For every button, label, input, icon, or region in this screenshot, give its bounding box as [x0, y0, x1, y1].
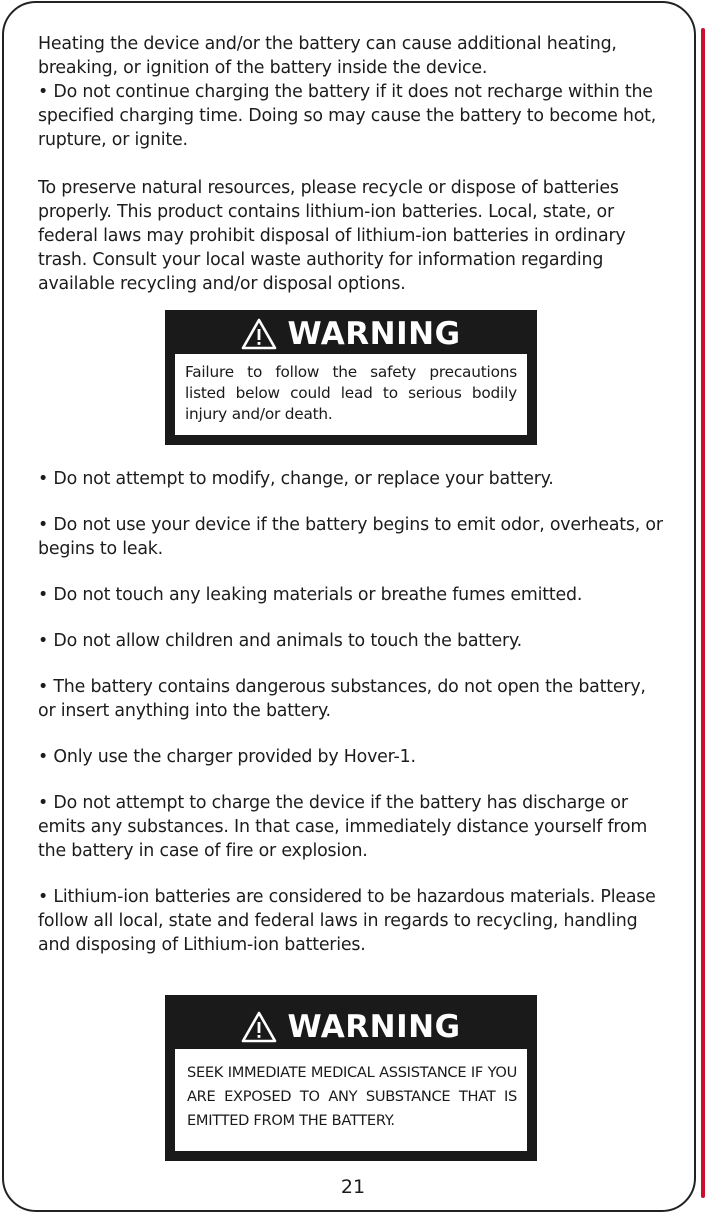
warning-box-2: [165, 995, 537, 1161]
bullet-leaking: • Do not touch any leaking materials or breathe fumes emitted.: [38, 585, 583, 605]
intro-paragraph-1: Heating the device and/or the battery can cause additional heating, breaking, or ignition of the battery inside the device.: [38, 34, 617, 78]
bullet-children: • Do not allow children and animals to touch the battery.: [38, 631, 522, 651]
bullet-hazardous: • Lithium-ion batteries are considered to be hazardous materials. Please follow all local, state and federal laws in regards to recycling, handling and disposing of Lithium-ion batteries.: [38, 887, 656, 955]
bullet-odor: • Do not use your device if the battery begins to emit odor, overheats, or begins to leak.: [38, 515, 663, 559]
warning-triangle-icon: [241, 1011, 277, 1043]
warning-title-1: WARNING: [287, 316, 461, 352]
warning-text-1: Failure to follow the safety precautions listed below could lead to serious bodily injury and/or death.: [175, 354, 527, 435]
bullet-modify: • Do not attempt to modify, change, or replace your battery.: [38, 469, 554, 489]
bullet-discharge: • Do not attempt to charge the device if the battery has discharge or emits any substances. In that case, immediately distance yourself from the battery in case of fire or explosion.: [38, 793, 648, 861]
intro-bullet-recharge: • Do not continue charging the battery if it does not recharge within the specified charging time. Doing so may cause the battery to become hot, rupture, or ignite.: [38, 82, 657, 150]
bullet-charger: • Only use the charger provided by Hover-1.: [38, 747, 416, 767]
warning-title-2: WARNING: [287, 1009, 461, 1045]
warning-triangle-icon: [241, 318, 277, 350]
warning-box-1: [165, 310, 537, 445]
page-number: 21: [340, 1176, 366, 1198]
bullet-dangerous: • The battery contains dangerous substances, do not open the battery, or insert anything into the battery.: [38, 677, 646, 721]
warning-heading-2: [175, 1005, 527, 1049]
warning-heading-1: [175, 314, 527, 354]
warning-text-2: SEEK IMMEDIATE MEDICAL ASSISTANCE IF YOU ARE EXPOSED TO ANY SUBSTANCE THAT IS EMITTED FROM THE BATTERY.: [175, 1049, 527, 1151]
intro-paragraph-recycling: To preserve natural resources, please recycle or dispose of batteries properly. This product contains lithium-ion batteries. Local, state, or federal laws may prohibit disposal of lithium-ion batteries in ordinary trash. Consult your local waste authority for information regarding available recycling and/or disposal options.: [38, 178, 626, 294]
page-edge-accent: [701, 28, 705, 1198]
document-content: [38, 32, 664, 1161]
